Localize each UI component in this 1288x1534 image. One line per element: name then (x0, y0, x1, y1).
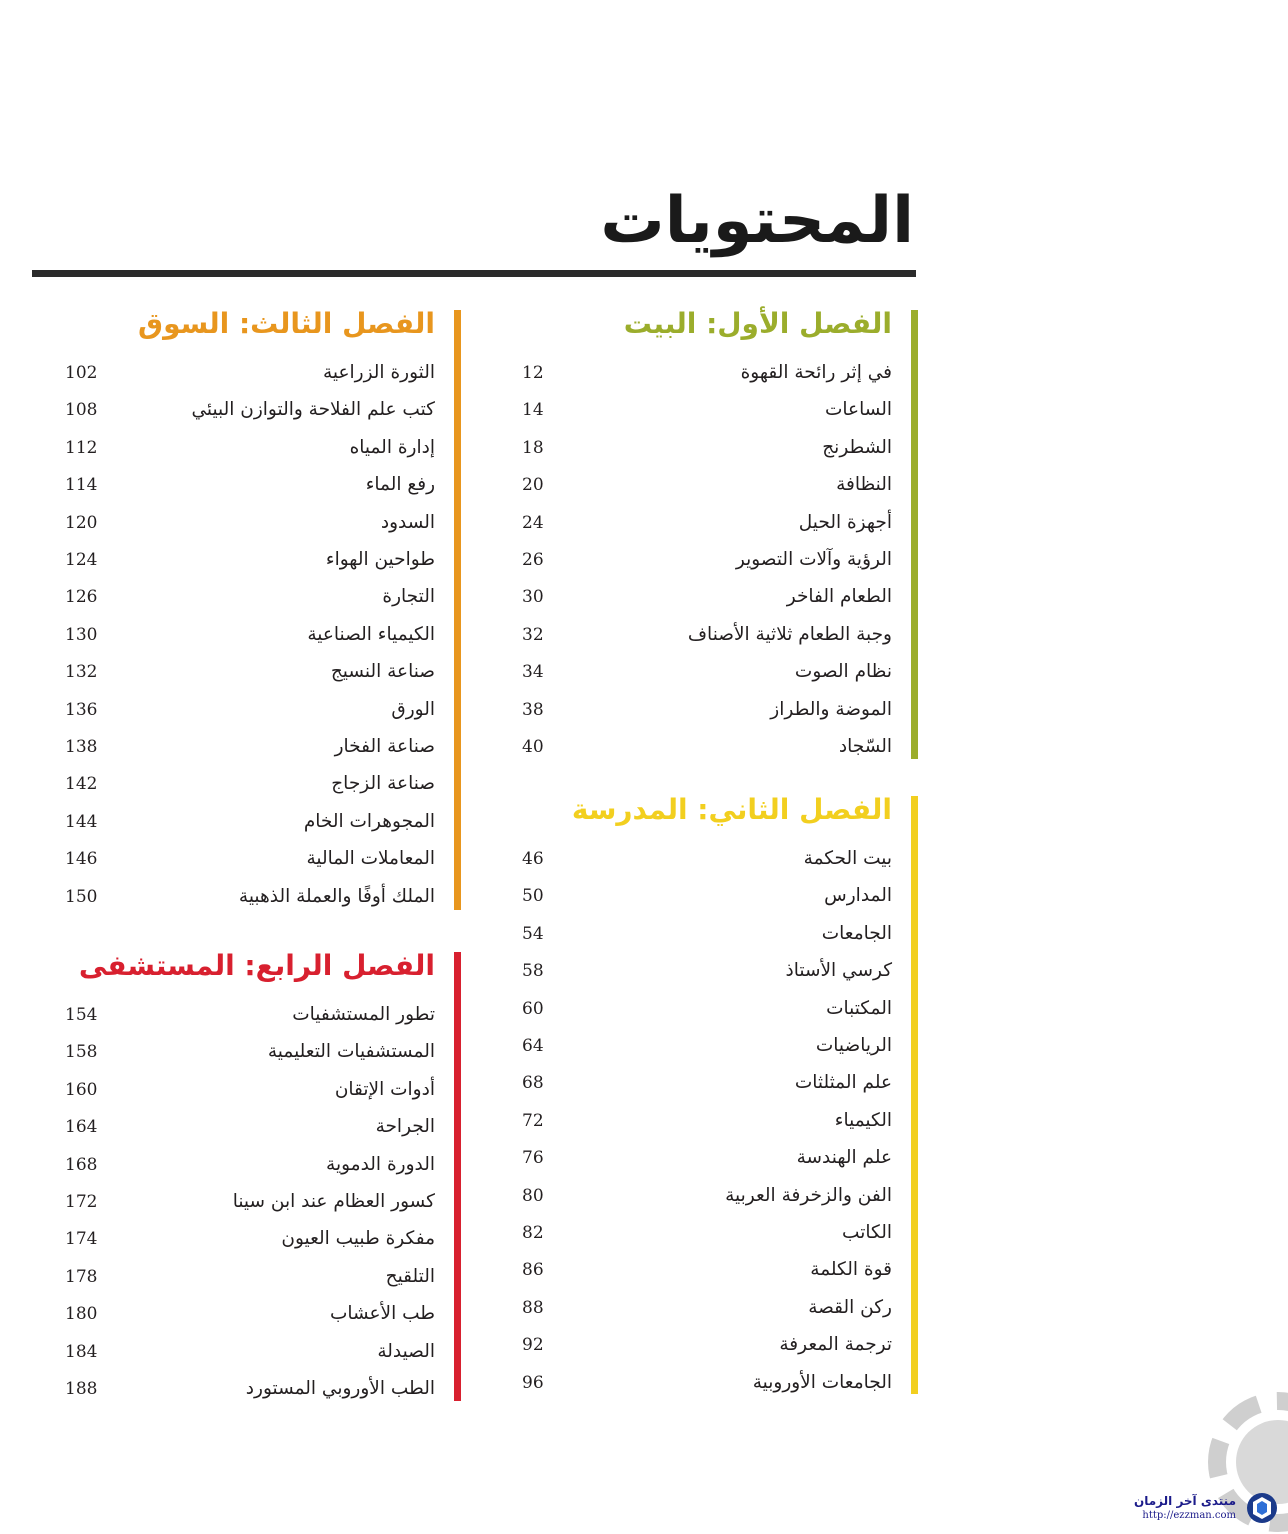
toc-entry-title: الشطرنج (822, 436, 892, 458)
toc-entry[interactable] (522, 1368, 892, 1398)
toc-entry-page-number: 180 (65, 1304, 98, 1325)
toc-entry-page-number: 154 (65, 1005, 98, 1025)
toc-entry-title: علم المثلثات (794, 1072, 892, 1094)
toc-entry-title: أجهزة الحيل (798, 511, 892, 533)
toc-entry[interactable] (65, 732, 435, 762)
toc-entry-page-number: 12 (522, 363, 544, 383)
toc-entry-title: بيت الحكمة (803, 848, 892, 869)
toc-entry-title: الموضة والطراز (770, 698, 892, 720)
toc-entry-page-number: 168 (65, 1154, 98, 1175)
toc-entry-page-number: 112 (65, 437, 98, 458)
toc-entry-title: أدوات الإتقان (334, 1078, 435, 1100)
toc-entry[interactable] (65, 1337, 435, 1367)
toc-entry-title: الطعام الفاخر (786, 586, 892, 608)
chapter-4-section (50, 949, 461, 1401)
toc-entry[interactable] (65, 1374, 435, 1404)
toc-entry-title: المجوهرات الخام (303, 810, 435, 832)
toc-entry-title: الكاتب (842, 1222, 892, 1243)
toc-entry-title: كرسي الأستاذ (785, 960, 892, 982)
toc-entry[interactable] (65, 1299, 435, 1329)
toc-entry[interactable] (522, 433, 892, 463)
toc-entry-page-number: 158 (65, 1042, 98, 1063)
toc-entry-title: صناعة الزجاج (331, 773, 435, 795)
toc-entry[interactable] (522, 1068, 892, 1098)
toc-entry-title: الجراحة (375, 1116, 435, 1138)
toc-entry-page-number: 34 (522, 662, 544, 683)
toc-entry-page-number: 130 (65, 624, 98, 645)
toc-entry-title: المستشفيات التعليمية (267, 1041, 435, 1063)
toc-entry[interactable] (522, 657, 892, 687)
toc-entry-title: كتب علم الفلاحة والتوازن البيئي (191, 399, 435, 421)
toc-entry-page-number: 92 (522, 1335, 544, 1356)
toc-entry-page-number: 88 (522, 1297, 544, 1318)
toc-entry[interactable] (65, 1112, 435, 1142)
toc-entry-title: في إثر رائحة القهوة (740, 362, 892, 383)
toc-entry[interactable] (522, 508, 892, 538)
toc-entry-title: طب الأعشاب (329, 1303, 435, 1325)
chapter-3-section (50, 307, 461, 910)
toc-entry-page-number: 72 (522, 1110, 544, 1131)
toc-entry[interactable] (65, 807, 435, 837)
toc-entry-page-number: 14 (522, 400, 544, 421)
toc-entry-title: قوة الكلمة (810, 1259, 892, 1281)
toc-entry-page-number: 50 (522, 886, 544, 907)
toc-entry-page-number: 184 (65, 1341, 98, 1362)
toc-entry-title: المدارس (824, 885, 892, 907)
toc-entry-page-number: 164 (65, 1117, 98, 1138)
toc-entry-page-number: 126 (65, 587, 98, 608)
toc-entry-title: إدارة المياه (349, 436, 435, 458)
toc-entry-page-number: 80 (522, 1185, 544, 1206)
toc-entry-page-number: 146 (65, 849, 98, 870)
toc-entry-page-number: 150 (65, 886, 98, 907)
toc-entry[interactable] (65, 1187, 435, 1217)
toc-entry-page-number: 82 (522, 1223, 544, 1243)
toc-entry-title: النظافة (836, 474, 892, 496)
toc-entry-title: الطب الأوروبي المستورد (245, 1378, 435, 1399)
watermark-logo-icon (1246, 1492, 1278, 1524)
toc-entry-title: الفن والزخرفة العربية (725, 1184, 892, 1206)
toc-entry-page-number: 20 (522, 475, 544, 496)
toc-entry-page-number: 114 (65, 475, 98, 496)
toc-entry-title: الدورة الدموية (326, 1153, 435, 1175)
toc-entry-title: ترجمة المعرفة (779, 1334, 892, 1356)
toc-entry-page-number: 24 (522, 512, 544, 533)
toc-entry[interactable] (522, 919, 892, 949)
toc-entry-page-number: 172 (65, 1192, 98, 1212)
toc-entry[interactable] (522, 582, 892, 612)
toc-entry-page-number: 132 (65, 662, 98, 683)
toc-entry-title: الكيمياء الصناعية (307, 623, 435, 645)
toc-entry-title: مفكرة طبيب العيون (281, 1228, 435, 1250)
toc-entry[interactable] (522, 470, 892, 500)
toc-entry[interactable] (522, 358, 892, 388)
toc-entry-page-number: 76 (522, 1148, 544, 1169)
toc-entry-title: الجامعات (821, 922, 892, 944)
toc-entry-page-number: 68 (522, 1073, 544, 1094)
toc-entry[interactable] (65, 582, 435, 612)
toc-entry-page-number: 18 (522, 437, 544, 458)
toc-entry-title: الكيمياء (834, 1109, 892, 1131)
toc-entry-page-number: 160 (65, 1079, 98, 1100)
chapter-1-section (470, 307, 918, 759)
toc-entry-title: نظام الصوت (794, 661, 892, 683)
toc-entry[interactable] (65, 545, 435, 575)
toc-entry-title: صناعة الفخار (334, 736, 435, 757)
toc-entry-page-number: 124 (65, 550, 98, 570)
toc-entry-page-number: 108 (65, 400, 98, 421)
toc-entry-page-number: 120 (65, 512, 98, 533)
toc-entry-page-number: 142 (65, 774, 98, 795)
chapter-1-heading: الفصل الأول: البيت (623, 307, 892, 340)
toc-entry[interactable] (65, 620, 435, 650)
toc-entry-page-number: 26 (522, 550, 544, 570)
toc-entry[interactable] (522, 395, 892, 425)
toc-entry-title: وجبة الطعام ثلاثية الأصناف (687, 623, 892, 645)
chapter-3-heading: الفصل الثالث: السوق (138, 307, 435, 340)
chapter-2-section (470, 793, 918, 1394)
toc-entry-title: صناعة النسيج (330, 661, 435, 683)
toc-entry-page-number: 60 (522, 998, 544, 1019)
chapter-3-color-bar (454, 310, 461, 910)
toc-entry-title: الورق (391, 698, 435, 720)
toc-entry[interactable] (65, 1075, 435, 1105)
toc-entry-title: الجامعات الأوروبية (752, 1371, 892, 1393)
toc-entry[interactable] (65, 358, 435, 388)
toc-entry-title: الصيدلة (377, 1340, 435, 1362)
toc-entry[interactable] (522, 695, 892, 725)
toc-entry-title: ركن القصة (808, 1296, 892, 1318)
toc-entry[interactable] (65, 844, 435, 874)
toc-entry[interactable] (522, 844, 892, 874)
toc-entry-page-number: 40 (522, 737, 544, 757)
toc-entry-title: الثورة الزراعية (322, 362, 435, 383)
toc-entry[interactable] (522, 881, 892, 911)
toc-entry-title: السدود (380, 511, 435, 533)
toc-entry-title: التجارة (382, 586, 435, 608)
toc-entry-title: الساعات (824, 399, 892, 421)
toc-entry-page-number: 38 (522, 699, 544, 720)
toc-entry-page-number: 102 (65, 363, 98, 383)
toc-entry[interactable] (522, 1143, 892, 1173)
toc-entry-page-number: 54 (522, 923, 544, 944)
watermark-url: http://ezzman.com (1142, 1510, 1236, 1521)
toc-entry[interactable] (65, 1150, 435, 1180)
chapter-4-color-bar (454, 952, 461, 1401)
toc-entry[interactable] (522, 545, 892, 575)
toc-entry-title: طواحين الهواء (325, 549, 435, 570)
toc-entry[interactable] (522, 994, 892, 1024)
toc-entry-title: الرياضيات (815, 1035, 892, 1056)
toc-entry-title: تطور المستشفيات (292, 1004, 435, 1025)
toc-entry[interactable] (522, 1181, 892, 1211)
toc-entry[interactable] (65, 508, 435, 538)
toc-entry[interactable] (65, 657, 435, 687)
chapter-4-heading: الفصل الرابع: المستشفى (78, 949, 435, 982)
chapter-1-color-bar (911, 310, 918, 759)
toc-entry[interactable] (65, 1000, 435, 1030)
toc-entry-title: كسور العظام عند ابن سينا (232, 1191, 435, 1212)
toc-entry[interactable] (65, 695, 435, 725)
toc-entry[interactable] (65, 470, 435, 500)
toc-entry-title: المعاملات المالية (306, 848, 435, 870)
toc-entry[interactable] (65, 769, 435, 799)
toc-entry[interactable] (65, 395, 435, 425)
page-title: المحتويات (600, 184, 914, 258)
toc-entry[interactable] (65, 433, 435, 463)
toc-entry-title: علم الهندسة (796, 1147, 892, 1169)
forum-watermark (1100, 1488, 1288, 1534)
toc-entry[interactable] (65, 882, 435, 912)
toc-entry-page-number: 64 (522, 1036, 544, 1056)
toc-entry[interactable] (522, 1106, 892, 1136)
toc-entry-page-number: 144 (65, 811, 98, 832)
toc-entry-title: التلقيح (385, 1265, 435, 1287)
toc-entry-page-number: 96 (522, 1372, 544, 1393)
toc-entry-page-number: 46 (522, 849, 544, 869)
toc-entry[interactable] (65, 1037, 435, 1067)
toc-entry-page-number: 86 (522, 1260, 544, 1281)
toc-entry[interactable] (522, 732, 892, 762)
watermark-name: منتدى آخر الزمان (1134, 1494, 1236, 1508)
toc-entry-title: المكتبات (826, 997, 892, 1019)
toc-entry-page-number: 58 (522, 961, 544, 982)
toc-entry-page-number: 30 (522, 587, 544, 608)
toc-entry[interactable] (65, 1262, 435, 1292)
toc-entry-title: الملك أوفًا والعملة الذهبية (238, 885, 435, 907)
chapter-2-color-bar (911, 796, 918, 1394)
toc-entry-page-number: 174 (65, 1229, 98, 1250)
toc-entry-title: رفع الماء (365, 474, 435, 496)
chapter-2-heading: الفصل الثاني: المدرسة (571, 793, 892, 826)
toc-entry[interactable] (522, 1255, 892, 1285)
toc-entry[interactable] (522, 620, 892, 650)
toc-entry-page-number: 138 (65, 737, 98, 757)
toc-entry[interactable] (522, 1330, 892, 1360)
toc-entry-page-number: 136 (65, 699, 98, 720)
toc-entry-page-number: 178 (65, 1266, 98, 1287)
toc-entry[interactable] (522, 1218, 892, 1248)
toc-entry-page-number: 188 (65, 1379, 98, 1399)
title-divider (32, 270, 916, 277)
toc-entry-page-number: 32 (522, 624, 544, 645)
toc-entry-title: السّجاد (838, 736, 892, 757)
toc-entry[interactable] (522, 1293, 892, 1323)
toc-entry[interactable] (65, 1224, 435, 1254)
toc-entry-title: الرؤية وآلات التصوير (735, 549, 892, 570)
toc-entry[interactable] (522, 1031, 892, 1061)
toc-entry[interactable] (522, 956, 892, 986)
